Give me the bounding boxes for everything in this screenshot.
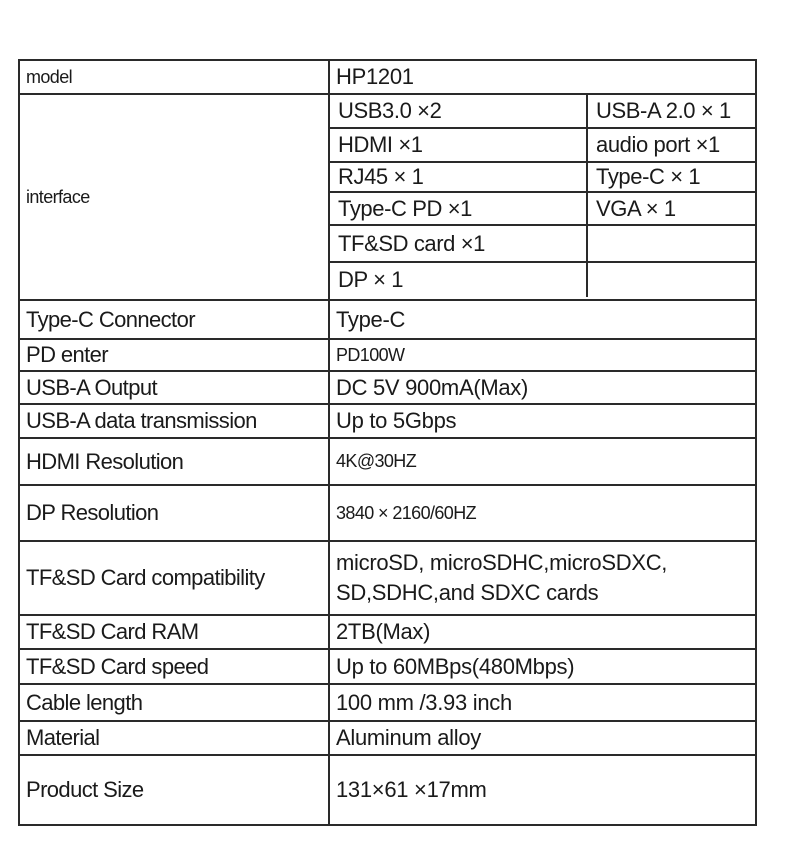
row-typec-connector	[19, 300, 756, 339]
port-cell: Type-C PD ×1	[330, 192, 587, 225]
interface-ports	[329, 94, 756, 300]
material-value: Aluminum alloy	[329, 721, 756, 755]
row-dp-resolution	[19, 485, 756, 541]
row-tfsd-compat	[19, 541, 756, 615]
port-cell	[587, 225, 756, 262]
port-cell: Type-C × 1	[587, 162, 756, 192]
row-usba-data	[19, 404, 756, 438]
row-hdmi-resolution	[19, 438, 756, 485]
spec-table	[18, 59, 757, 826]
pd-enter-value: PD100W	[329, 339, 756, 371]
usba-output-label: USB-A Output	[19, 371, 329, 404]
pd-enter-label: PD enter	[19, 339, 329, 371]
port-row	[330, 162, 756, 192]
cable-length-label: Cable length	[19, 684, 329, 721]
port-row	[330, 128, 756, 162]
interface-port-grid	[330, 95, 756, 297]
cable-length-value: 100 mm /3.93 inch	[329, 684, 756, 721]
product-size-value: 131×61 ×17mm	[329, 755, 756, 825]
port-row	[330, 95, 756, 128]
row-cable-length	[19, 684, 756, 721]
typec-connector-label: Type-C Connector	[19, 300, 329, 339]
port-cell: DP × 1	[330, 262, 587, 297]
tfsd-ram-value: 2TB(Max)	[329, 615, 756, 649]
row-tfsd-ram	[19, 615, 756, 649]
port-cell: RJ45 × 1	[330, 162, 587, 192]
port-cell: USB-A 2.0 × 1	[587, 95, 756, 128]
row-interface	[19, 94, 756, 300]
row-model	[19, 60, 756, 94]
row-tfsd-speed	[19, 649, 756, 684]
port-cell: TF&SD card ×1	[330, 225, 587, 262]
tfsd-speed-value: Up to 60MBps(480Mbps)	[329, 649, 756, 684]
product-size-label: Product Size	[19, 755, 329, 825]
tfsd-compat-label: TF&SD Card compatibility	[19, 541, 329, 615]
dp-resolution-value: 3840 × 2160/60HZ	[329, 485, 756, 541]
row-material	[19, 721, 756, 755]
port-row	[330, 262, 756, 297]
dp-resolution-label: DP Resolution	[19, 485, 329, 541]
material-label: Material	[19, 721, 329, 755]
port-cell: USB3.0 ×2	[330, 95, 587, 128]
usba-data-label: USB-A data transmission	[19, 404, 329, 438]
model-label: model	[19, 60, 329, 94]
row-pd-enter	[19, 339, 756, 371]
port-row	[330, 192, 756, 225]
port-cell: VGA × 1	[587, 192, 756, 225]
interface-label: interface	[19, 94, 329, 300]
model-value: HP1201	[329, 60, 756, 94]
row-usba-output	[19, 371, 756, 404]
tfsd-compat-value: microSD, microSDHC,microSDXC, SD,SDHC,and SDXC cards	[329, 541, 756, 615]
typec-connector-value: Type-C	[329, 300, 756, 339]
port-cell	[587, 262, 756, 297]
tfsd-speed-label: TF&SD Card speed	[19, 649, 329, 684]
tfsd-ram-label: TF&SD Card RAM	[19, 615, 329, 649]
port-cell: audio port ×1	[587, 128, 756, 162]
port-cell: HDMI ×1	[330, 128, 587, 162]
usba-output-value: DC 5V 900mA(Max)	[329, 371, 756, 404]
port-row	[330, 225, 756, 262]
hdmi-resolution-label: HDMI Resolution	[19, 438, 329, 485]
usba-data-value: Up to 5Gbps	[329, 404, 756, 438]
hdmi-resolution-value: 4K@30HZ	[329, 438, 756, 485]
row-product-size	[19, 755, 756, 825]
